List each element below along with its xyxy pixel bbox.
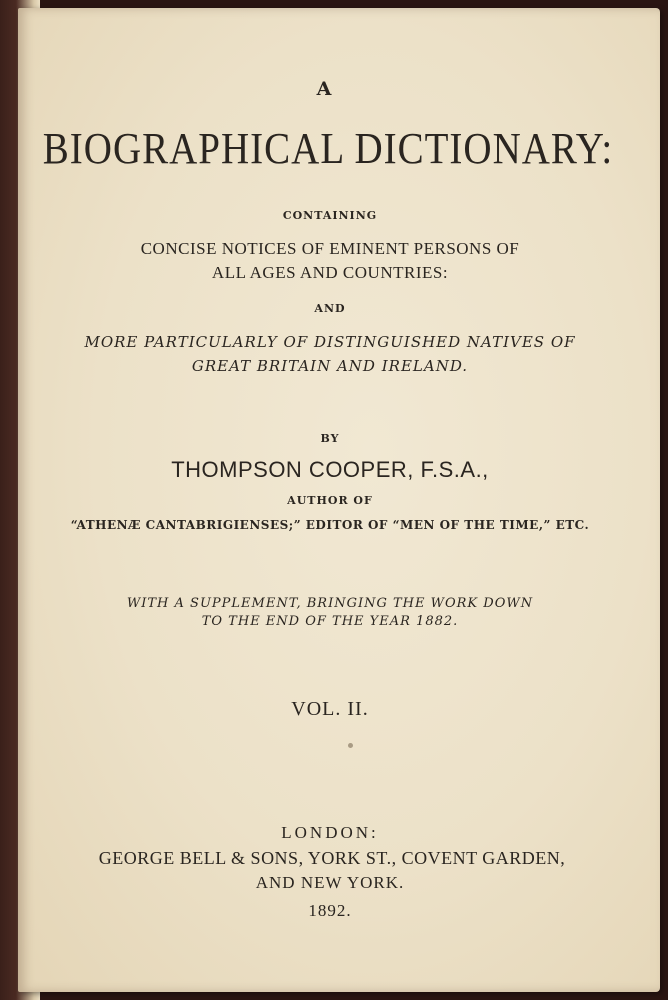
publisher-line-2: AND NEW YORK. [255, 873, 405, 892]
publication-city: LONDON: [281, 823, 379, 842]
volume-number: VOL. II. [291, 698, 369, 720]
author-of-label: AUTHOR OF [287, 494, 373, 507]
author-name: THOMPSON COOPER, F.S.A., [171, 457, 489, 482]
title-page [18, 8, 660, 992]
title-article: A [316, 78, 332, 100]
book-title: BIOGRAPHICAL DICTIONARY: [42, 123, 614, 174]
and-label: AND [314, 302, 346, 315]
paper-foxing-spot [348, 743, 353, 748]
supplement-line-2: TO THE END OF THE YEAR 1882. [201, 614, 459, 629]
publication-year: 1892. [308, 901, 352, 920]
italic-subtitle-line-1: MORE PARTICULARLY OF DISTINGUISHED NATIVES OF [84, 333, 576, 351]
subtitle-line-2: ALL AGES AND COUNTRIES: [211, 263, 449, 282]
publisher-name: GEORGE BELL & SONS, YORK ST., COVENT GARDEN, [98, 848, 566, 868]
containing-label: CONTAINING [282, 209, 378, 222]
supplement-line-1: WITH A SUPPLEMENT, BRINGING THE WORK DOWN [126, 596, 534, 611]
by-label: BY [320, 432, 340, 445]
author-other-works: “ATHENÆ CANTABRIGIENSES;” EDITOR OF “MEN OF THE TIME,” ETC. [70, 518, 590, 532]
italic-subtitle-line-2: GREAT BRITAIN AND IRELAND. [191, 357, 469, 375]
subtitle-line-1: CONCISE NOTICES OF EMINENT PERSONS OF [140, 239, 520, 258]
